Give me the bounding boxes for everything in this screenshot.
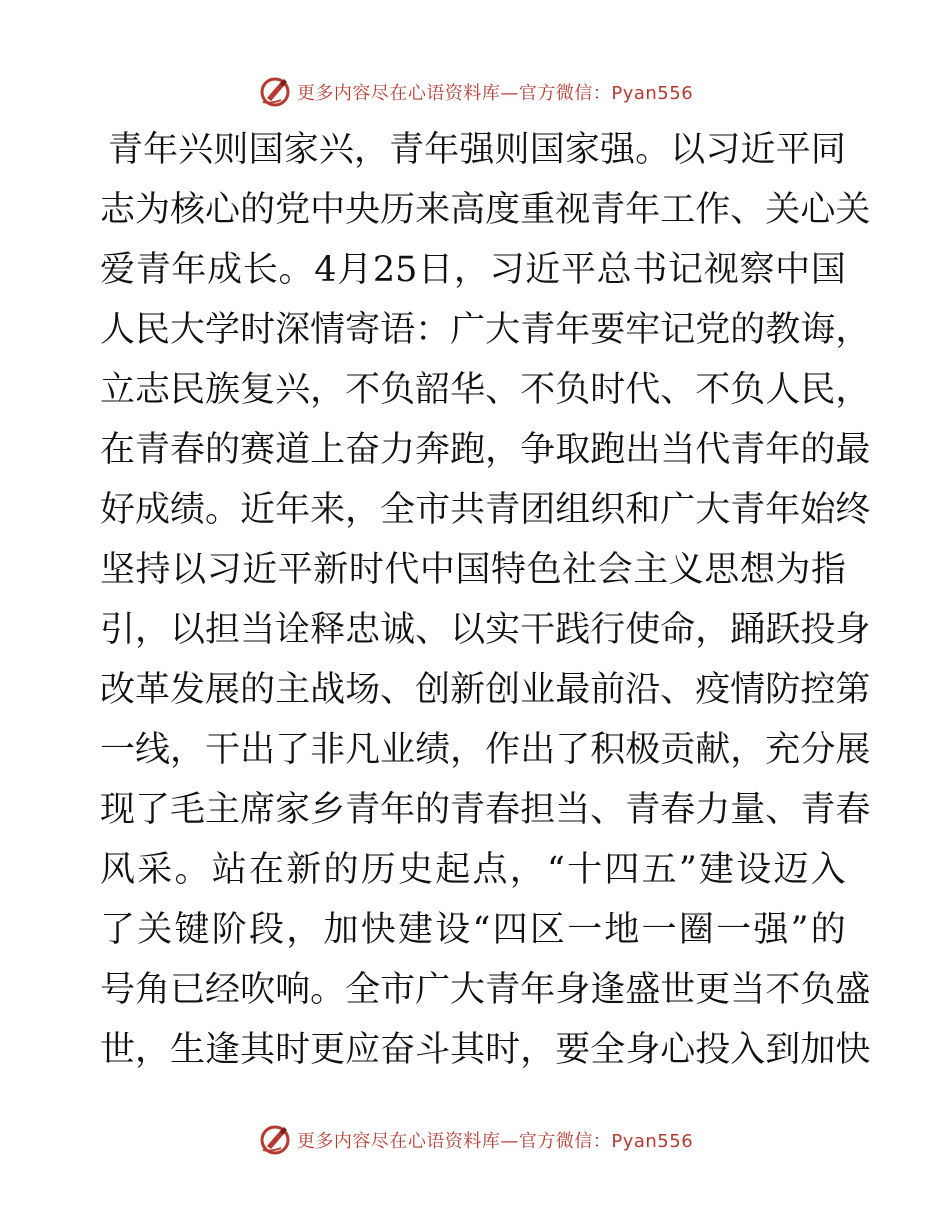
text-line: 人 民 大 学 时 深 情 寄 语 ： 广 大 青 年 要 牢 记 党 的 教 诲 ， <box>100 310 871 350</box>
text-line: 爱 青 年 成 长 。 4 月 25 日 ， 习 近 平 总 书 记 视 察 中 国 <box>100 250 846 290</box>
text-line: 风 采 。 站 在 新 的 历 史 起 点 ， “ 十 四 五 ” 建 设 迈 入 <box>100 850 846 890</box>
text-line: 现 了 毛 主 席 家 乡 青 年 的 青 春 担 当 、 青 春 力 量 、 青 春 <box>100 790 871 830</box>
text-line: 引 ， 以 担 当 诠 释 忠 诚 、 以 实 干 践 行 使 命 ， 踊 跃 投 身 <box>100 610 871 650</box>
text-line: 改 革 发 展 的 主 战 场 、 创 新 创 业 最 前 沿 、 疫 情 防 控 第 <box>100 670 871 710</box>
text-line: 坚 持 以 习 近 平 新 时 代 中 国 特 色 社 会 主 义 思 想 为 指 <box>100 550 846 590</box>
text-line: 世 ， 生 逢 其 时 更 应 奋 斗 其 时 ， 要 全 身 心 投 入 到 加 快 <box>100 1030 871 1070</box>
text-line: 青 年 兴 则 国 家 兴 ， 青 年 强 则 国 家 强 。 以 习 近 平 同 <box>108 130 846 170</box>
text-line: 志 为 核 心 的 党 中 央 历 来 高 度 重 视 青 年 工 作 、 关 心 关 <box>100 190 871 230</box>
pen-seal-logo-icon <box>257 74 293 110</box>
footer-watermark <box>0 1120 950 1160</box>
text-line: 一 线 ， 干 出 了 非 凡 业 绩 ， 作 出 了 积 极 贡 献 ， 充 分 展 <box>100 730 871 770</box>
watermark-text: 更多内容尽在心语资料库—官方微信：Pyan556 <box>296 83 694 104</box>
text-line: 立 志 民 族 复 兴 ， 不 负 韶 华 、 不 负 时 代 、 不 负 人 民 ， <box>100 370 871 410</box>
text-line: 在 青 春 的 赛 道 上 奋 力 奔 跑 ， 争 取 跑 出 当 代 青 年 的 最 <box>100 430 871 470</box>
text-line: 好 成 绩 。 近 年 来 ， 全 市 共 青 团 组 织 和 广 大 青 年 始 终 <box>100 490 871 530</box>
text-line: 号 角 已 经 吹 响 。 全 市 广 大 青 年 身 逢 盛 世 更 当 不 负 盛 <box>100 970 871 1010</box>
header-watermark <box>0 72 950 112</box>
pen-seal-logo-icon <box>257 1122 293 1158</box>
text-line: 了 关 键 阶 段 ， 加 快 建 设 “ 四 区 一 地 一 圈 一 强 ” 的 <box>100 910 846 950</box>
watermark-text: 更多内容尽在心语资料库—官方微信：Pyan556 <box>296 1131 694 1152</box>
